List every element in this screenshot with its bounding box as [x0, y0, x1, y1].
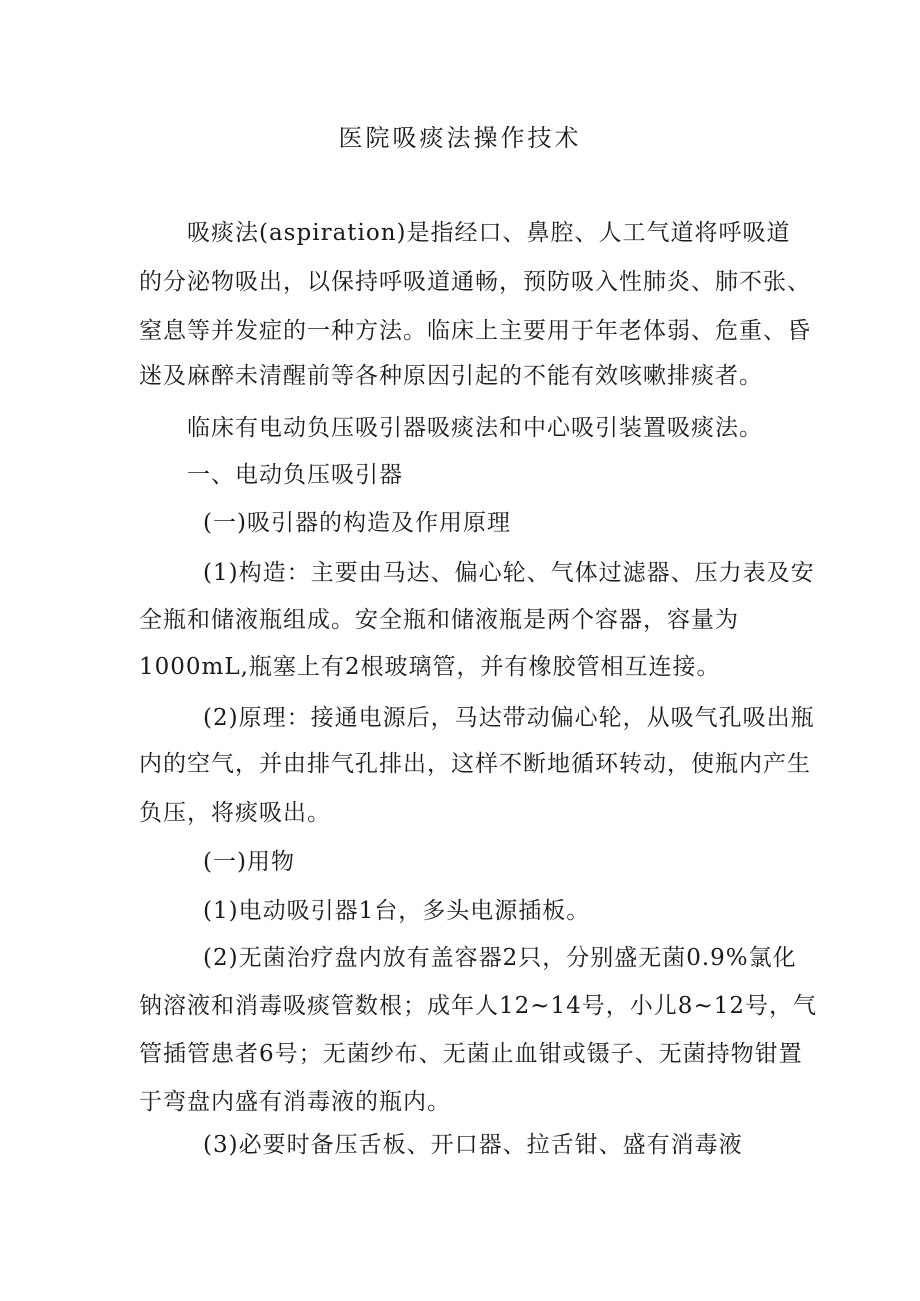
paragraph-line: 钠溶液和消毒吸痰管数根；成年人12~14号，小儿8~12号，气 [139, 993, 817, 1019]
paragraph-line: 全瓶和储液瓶组成。安全瓶和储液瓶是两个容器，容量为 [139, 607, 739, 633]
paragraph-line: 内的空气，并由排气孔排出，这样不断地循环转动，使瓶内产生 [139, 751, 811, 777]
paragraph-line: 的分泌物吸出，以保持呼吸道通畅，预防吸入性肺炎、肺不张、 [139, 269, 811, 295]
subsection-heading: (一)吸引器的构造及作用原理 [203, 510, 511, 536]
paragraph-line: (2)原理：接通电源后，马达带动偏心轮，从吸气孔吸出瓶 [203, 705, 815, 731]
paragraph-line: 负压，将痰吸出。 [139, 800, 331, 826]
paragraph-line: 1000mL,瓶塞上有2根玻璃管，并有橡胶管相互连接。 [139, 654, 721, 680]
paragraph-line: 于弯盘内盛有消毒液的瓶内。 [139, 1089, 451, 1115]
paragraph-line: (1)构造：主要由马达、偏心轮、气体过滤器、压力表及安 [203, 560, 815, 586]
paragraph-line: 窒息等并发症的一种方法。临床上主要用于年老体弱、危重、昏 [139, 318, 811, 344]
subsection-heading: (一)用物 [203, 849, 295, 875]
paragraph-line: (1)电动吸引器1台，多头电源插板。 [203, 898, 591, 924]
paragraph-line: 管插管患者6号；无菌纱布、无菌止血钳或镊子、无菌持物钳置 [139, 1041, 803, 1067]
section-heading: 一、电动负压吸引器 [187, 462, 403, 488]
paragraph-line: 临床有电动负压吸引器吸痰法和中心吸引装置吸痰法。 [187, 415, 763, 441]
paragraph-line: 迷及麻醉未清醒前等各种原因引起的不能有效咳嗽排痰者。 [139, 363, 763, 389]
paragraph-line: (2)无菌治疗盘内放有盖容器2只，分别盛无菌0.9%氯化 [203, 945, 797, 971]
paragraph-line: 吸痰法(aspiration)是指经口、鼻腔、人工气道将呼吸道 [187, 220, 791, 246]
document-title: 医院吸痰法操作技术 [338, 124, 582, 152]
paragraph-line: (3)必要时备压舌板、开口器、拉舌钳、盛有消毒液 [203, 1132, 743, 1158]
